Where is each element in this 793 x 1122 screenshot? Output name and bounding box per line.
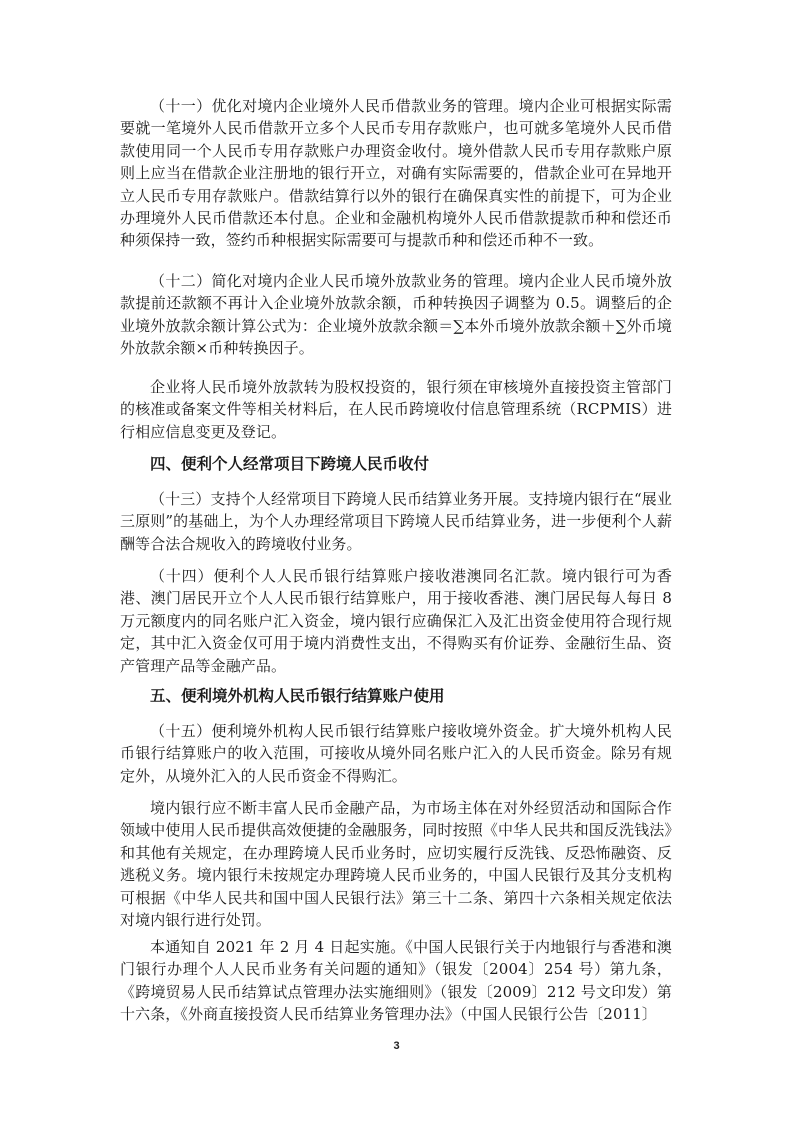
page-number: 3 [393,1040,400,1052]
paragraph-enforcement: 境内银行应不断丰富人民币金融产品，为市场主体在对外经贸活动和国际合作领域中使用人民币提供高效便捷的金融服务，同时按照《中华人民共和国反洗钱法》和其他有关规定，在办理跨境人民币业务时，应切实履行反洗钱、反恐怖融资、反逃税义务。境内银行未按规定办理跨境人民币业务的，中国人民银行及其分支机构可根据《中华人民共和国中国人民银行法》第三十二条、第四十六条相关规定依法对境内银行进行处罚。 [120,799,672,930]
paragraph-item-14: （十四）便利个人人民币银行结算账户接收港澳同名汇款。境内银行可为香港、澳门居民开立个人人民币银行结算账户，用于接收香港、澳门居民每人每日 8 万元额度内的同名账户汇入资金，境内银行应确保汇入及汇出资金使用符合现行规定，其中汇入资金仅可用于境内消费性支出，不得购买有价证券、金融衍生品、资产管理产品等金融产品。 [120,567,672,675]
section-heading-4: 四、便利个人经常项目下跨境人民币收付 [150,454,430,473]
paragraph-item-13: （十三）支持个人经常项目下跨境人民币结算业务开展。支持境内银行在“展业三原则”的基础上，为个人办理经常项目下跨境人民币结算业务，进一步便利个人薪酬等合法合规收入的跨境收付业务。 [120,490,672,553]
paragraph-item-11: （十一）优化对境内企业境外人民币借款业务的管理。境内企业可根据实际需要就一笔境外人民币借款开立多个人民币专用存款账户，也可就多笔境外人民币借款使用同一个人民币专用存款账户办理资金收付。境外借款人民币专用存款账户原则上应当在借款企业注册地的银行开立，对确有实际需要的，借款企业可在异地开立人民币专用存款账户。借款结算行以外的银行在确保真实性的前提下，可为企业办理境外人民币借款还本付息。企业和金融机构境外人民币借款提款币种和偿还币种须保持一致，签约币种根据实际需要可与提款币种和偿还币种不一致。 [120,97,672,250]
paragraph-item-12: （十二）简化对境内企业人民币境外放款业务的管理。境内企业人民币境外放款提前还款额不再计入企业境外放款余额，币种转换因子调整为 0.5。调整后的企业境外放款余额计算公式为：企业境外放款余额＝∑本外币境外放款余额＋∑外币境外放款余额×币种转换因子。 [120,272,672,358]
paragraph-item-15: （十五）便利境外机构人民币银行结算账户接收境外资金。扩大境外机构人民币银行结算账户的收入范围，可接收从境外同名账户汇入的人民币资金。除另有规定外，从境外汇入的人民币资金不得购汇。 [120,722,672,785]
paragraph-item-12-continued: 企业将人民币境外放款转为股权投资的，银行须在审核境外直接投资主管部门的核准或备案文件等相关材料后，在人民币跨境收付信息管理系统（RCPMIS）进行相应信息变更及登记。 [120,378,672,441]
paragraph-effective-date: 本通知自 2021 年 2 月 4 日起实施。《中国人民银行关于内地银行与香港和澳门银行办理个人人民币业务有关问题的通知》（银发〔2004〕254 号）第九条，《跨境贸易人民币结算试点管理办法实施细则》（银发〔2009〕212 号文印发）第十六条，《外商直接投资人民币结算业务管理办法》（中国人民银行公告〔2011〕 [120,938,672,1024]
section-heading-5: 五、便利境外机构人民币银行结算账户使用 [150,686,445,705]
